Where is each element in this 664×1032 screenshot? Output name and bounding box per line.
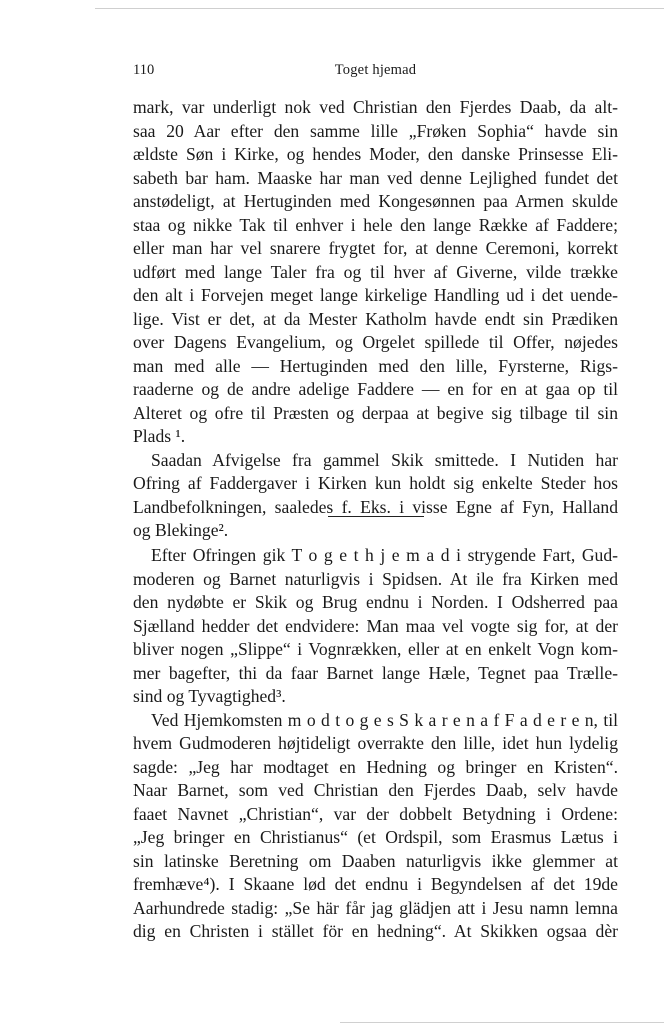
text-line: saa 20 Aar efter den samme lille „Frøken Sophia“ havde sin (133, 120, 618, 141)
text-line: Plads ¹. (133, 426, 186, 446)
text-line: udført med lange Taler fra og til hver af Giverne, vilde trække (133, 261, 618, 282)
text-line: staa og nikke Tak til enhver i hele den lange Række af Faddere; (133, 214, 618, 235)
text-line: Naar Barnet, som ved Christian den Fjerdes Daab, selv havde (133, 780, 618, 800)
top-edge-rule (95, 8, 664, 9)
text-line: Saadan Afvigelse fra gammel Skik smittede. I Nutiden har (151, 449, 618, 470)
page-header (133, 62, 618, 82)
page-number: 110 (133, 62, 155, 78)
running-title: Toget hjemad (334, 62, 417, 78)
text-section-2 (133, 544, 618, 944)
text-line: raaderne og de andre adelige Faddere — en for en at gaa op til (133, 379, 618, 399)
text-line: Efter Ofringen gik T o g e t h j e m a d i strygende Fart, Gud- (151, 545, 618, 565)
text-section-1 (133, 96, 618, 543)
text-line: Sjælland hedder det endvidere: Man maa vel vogte sig for, at der (133, 615, 618, 636)
bottom-edge-rule (340, 1022, 664, 1023)
text-line: dig en Christen i stället för en hedning“. At Skikken ogsaa dèr (133, 921, 618, 941)
text-line: og Blekinge². (133, 520, 229, 540)
text-line: Alteret og ofre til Præsten og derpaa at begive sig tilbage til sin (133, 402, 618, 423)
text-line: sind og Tyvagtighed³. (133, 686, 286, 706)
text-line: Aarhundrede stadig: „Se här får jag glädjen att i Jesu namn lemna (133, 897, 618, 918)
text-line: ældste Søn i Kirke, og hendes Moder, den danske Prinsesse Eli- (133, 144, 618, 164)
text-line: lige. Vist er det, at da Mester Katholm havde endt sin Prædiken (133, 308, 618, 329)
text-line: eller man har vel snarere frygtet for, at denne Ceremoni, korrekt (133, 238, 618, 258)
text-line: over Dagens Evangelium, og Orgelet spillede til Offer, nøjedes (133, 332, 618, 352)
text-line: man med alle — Hertuginden med den lille, Fyrsterne, Rigs- (133, 355, 618, 376)
text-line: Ofring af Faddergaver i Kirken kun holdt sig enkelte Steder hos (133, 473, 618, 493)
text-line: Ved Hjemkomsten m o d t o g e s S k a r e n a f F a d e r e n, til (151, 709, 618, 730)
text-line: den alt i Forvejen meget lange kirkelige Handling ud i det uende- (133, 285, 618, 305)
text-line: sagde: „Jeg har modtaget en Hedning og bringer en Kristen“. (133, 756, 618, 777)
text-line: „Jeg bringer en Christianus“ (et Ordspil, som Erasmus Lætus i (133, 827, 618, 847)
text-line: sabeth bar ham. Maaske har man ved denne Lejlighed fundet det (133, 167, 618, 188)
text-line: moderen og Barnet naturligvis i Spidsen. At ile fra Kirken med (133, 568, 618, 589)
text-line: mer bagefter, thi da faar Barnet lange Hæle, Tegnet paa Trælle- (133, 662, 618, 683)
text-line: Landbefolkningen, saaledes f. Eks. i visse Egne af Fyn, Halland (133, 496, 618, 517)
text-line: anstødeligt, at Hertuginden med Kongesønnen paa Armen skulde (133, 191, 618, 211)
text-line: sin latinske Beretning om Daaben naturligvis ikke glemmer at (133, 850, 618, 871)
text-line: hvem Gudmoderen højtideligt overrakte den lille, idet hun lydelig (133, 733, 618, 753)
text-line: den nydøbte er Skik og Brug endnu i Norden. I Odsherred paa (133, 592, 618, 612)
section-separator (328, 516, 424, 517)
text-line: mark, var underligt nok ved Christian den Fjerdes Daab, da alt- (133, 97, 618, 117)
text-line: fremhæve⁴). I Skaane lød det endnu i Begyndelsen af det 19de (133, 874, 618, 894)
text-line: faaet Navnet „Christian“, var der dobbelt Betydning i Ordene: (133, 803, 618, 824)
text-line: bliver nogen „Slippe“ i Vognrækken, eller at en enkelt Vogn kom- (133, 639, 618, 659)
